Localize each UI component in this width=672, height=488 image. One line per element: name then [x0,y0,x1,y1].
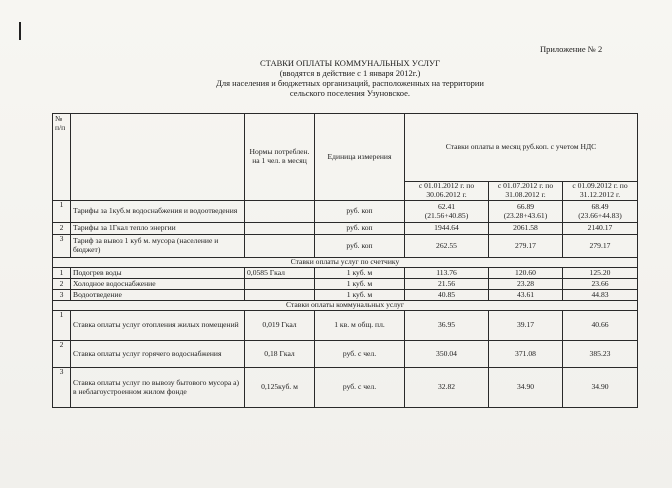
title-line-4: сельского поселения Узуновское. [289,88,411,98]
row-value-2: 23.28 [489,279,563,290]
row-value-2: 43.61 [489,290,563,301]
row-norm [245,290,315,301]
row-norm [245,279,315,290]
row-num: 3 [53,290,71,301]
row-num: 3 [53,368,71,408]
row-value-1: 113.76 [405,268,489,279]
row-value-1: 350.04 [405,341,489,368]
header-period-2: с 01.07.2012 г. по 31.08.2012 г. [489,182,563,201]
row-norm: 0,019 Гкал [245,311,315,341]
header-row [53,114,638,182]
header-name [71,114,245,201]
row-num: 3 [53,235,71,258]
row-unit: 1 куб. м [315,290,405,301]
document-title [180,58,520,98]
row-value-1: 1944.64 [405,223,489,235]
row-unit: 1 кв. м общ. пл. [315,311,405,341]
row-unit: 1 куб. м [315,268,405,279]
row-num: 2 [53,223,71,235]
row-value-1: 262.55 [405,235,489,258]
section-title-meter: Ставки оплаты услуг по счетчику [53,258,638,268]
row-value-3: 40.66 [563,311,638,341]
table-row [53,368,638,408]
value-breakdown: (23.28+43.61) [503,210,548,220]
row-num: 1 [53,268,71,279]
section-title-utilities: Ставки оплаты коммунальных услуг [53,301,638,311]
row-value-2: 34.90 [489,368,563,408]
row-value-3 [563,201,638,223]
row-name: Холодное водоснабжение [71,279,245,290]
row-norm: 0,18 Гкал [245,341,315,368]
value-breakdown: (23.66+44.83) [578,210,622,220]
rates-table [52,113,638,408]
row-value-2: 39.17 [489,311,563,341]
row-value-3: 2140.17 [563,223,638,235]
row-name: Ставка оплаты услуг отопления жилых помещений [71,311,245,341]
row-num: 2 [53,341,71,368]
scan-margin-mark [19,22,21,40]
table-row [53,223,638,235]
row-norm [245,201,315,223]
title-line-1: СТАВКИ ОПЛАТЫ КОММУНАЛЬНЫХ УСЛУГ [260,58,440,68]
row-num: 1 [53,311,71,341]
table-row [53,290,638,301]
section-row [53,301,638,311]
value: 66.89 [516,201,535,211]
row-unit: руб. с чел. [315,341,405,368]
value: 68.49 [591,201,609,211]
row-name: Ставка оплаты услуг горячего водоснабжения [71,341,245,368]
row-value-3: 23.66 [563,279,638,290]
row-name: Водоотведение [71,290,245,301]
row-value-3: 125.20 [563,268,638,279]
section-row [53,258,638,268]
row-name: Тариф за вывоз 1 куб м. мусора (население и бюджет) [71,235,245,258]
row-unit: 1 куб. м [315,279,405,290]
row-name: Ставка оплаты услуг по вывозу бытового мусора а) в неблагоустроенном жилом фонде [71,368,245,408]
row-unit: руб. с чел. [315,368,405,408]
row-value-1 [405,201,489,223]
row-value-1: 21.56 [405,279,489,290]
row-num: 2 [53,279,71,290]
header-period-1: с 01.01.2012 г. по 30.06.2012 г. [405,182,489,201]
row-unit: руб. коп [315,223,405,235]
row-norm: 0,0585 Гкал [245,268,315,279]
title-line-3: Для населения и бюджетных организаций, расположенных на территории [216,78,484,88]
row-norm: 0,125куб. м [245,368,315,408]
value: 62.41 [437,201,456,211]
row-value-2: 279.17 [489,235,563,258]
table-row [53,235,638,258]
row-value-2: 2061.58 [489,223,563,235]
header-num: № п/п [53,114,71,201]
table-row [53,341,638,368]
table-row [53,311,638,341]
row-value-2: 371.08 [489,341,563,368]
row-unit: руб. коп [315,235,405,258]
table-row [53,268,638,279]
header-period-3: с 01.09.2012 г. по 31.12.2012 г. [563,182,638,201]
row-name: Подогрев воды [71,268,245,279]
row-value-1: 32.82 [405,368,489,408]
row-value-1: 40.85 [405,290,489,301]
header-unit: Единица измерения [315,114,405,201]
row-value-3: 44.83 [563,290,638,301]
row-num: 1 [53,201,71,223]
row-value-3: 279.17 [563,235,638,258]
row-value-3: 385.23 [563,341,638,368]
row-value-1: 36.95 [405,311,489,341]
row-unit: руб. коп [315,201,405,223]
header-norms: Нормы потреблен. на 1 чел. в месяц [245,114,315,201]
value-breakdown: (21.56+40.85) [424,210,469,220]
header-rates: Ставки оплаты в месяц руб.коп. с учетом НДС [405,114,638,182]
table-row [53,279,638,290]
row-norm [245,223,315,235]
table-row [53,201,638,223]
row-name: Тарифы за 1куб.м водоснабжения и водоотведения [71,201,245,223]
row-value-2 [489,201,563,223]
title-line-2: (вводятся в действие с 1 января 2012г.) [279,68,421,78]
appendix-label: Приложение № 2 [540,44,603,54]
row-norm [245,235,315,258]
row-name: Тарифы за 1Гкал тепло энергии [71,223,245,235]
row-value-3: 34.90 [563,368,638,408]
row-value-2: 120.60 [489,268,563,279]
